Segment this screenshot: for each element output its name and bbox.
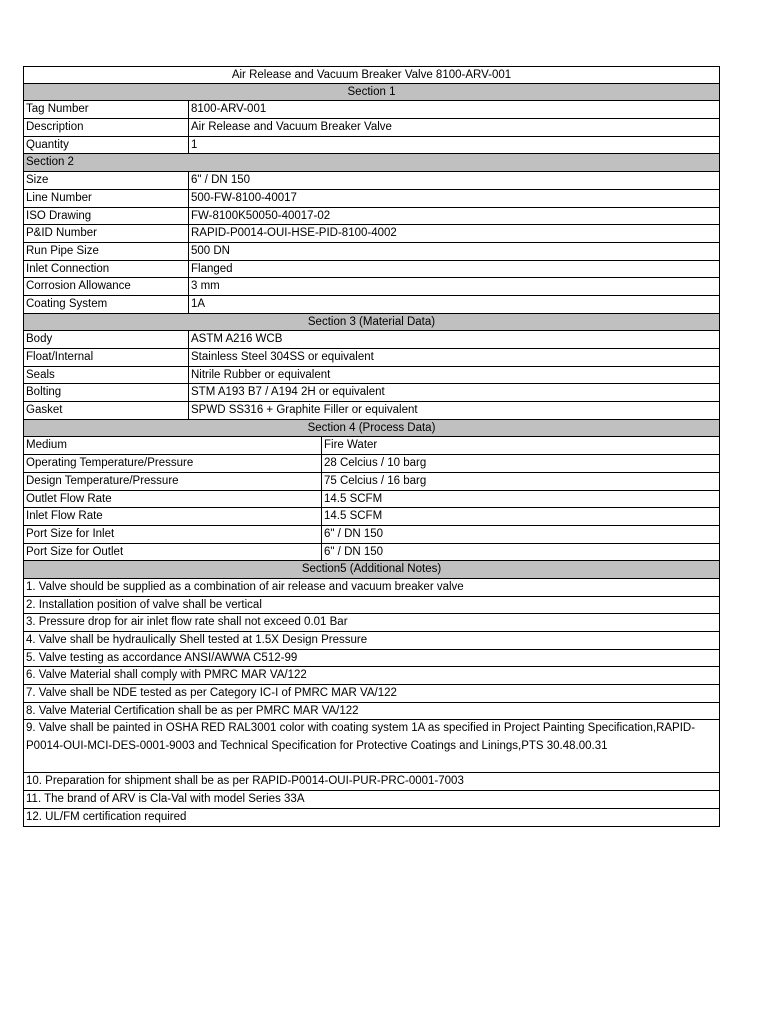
table-row <box>23 491 720 509</box>
table-row <box>23 208 720 226</box>
table-row <box>23 119 720 137</box>
note-text: 6. Valve Material shall comply with PMRC MAR VA/122 <box>26 669 307 682</box>
table-row <box>23 190 720 208</box>
section-2-heading: Section 2 <box>26 156 74 169</box>
note-text: 12. UL/FM certification required <box>26 810 187 823</box>
row-label: Line Number <box>24 190 189 207</box>
note-row <box>23 809 720 827</box>
table-row <box>23 225 720 243</box>
table-row <box>23 278 720 296</box>
row-value: 500-FW-8100-40017 <box>191 191 297 204</box>
table-row <box>23 101 720 119</box>
row-value: Nitrile Rubber or equivalent <box>191 368 331 381</box>
section-5-header <box>23 561 720 579</box>
note-text: 10. Preparation for shipment shall be as per RAPID-P0014-OUI-PUR-PRC-0001-7003 <box>26 775 464 788</box>
note-text: 3. Pressure drop for air inlet flow rate shall not exceed 0.01 Bar <box>26 616 348 629</box>
note-row <box>23 685 720 703</box>
row-label: Gasket <box>24 402 189 419</box>
row-value: 14.5 SCFM <box>324 510 383 523</box>
table-row <box>23 384 720 402</box>
note-row <box>23 720 720 773</box>
table-row <box>23 526 720 544</box>
row-value: 28 Celcius / 10 barg <box>324 457 427 470</box>
row-label: Tag Number <box>24 101 189 118</box>
table-row <box>23 473 720 491</box>
row-label: Port Size for Outlet <box>24 544 322 561</box>
section-3-heading: Section 3 (Material Data) <box>307 315 436 328</box>
table-row <box>23 367 720 385</box>
note-row <box>23 614 720 632</box>
row-label: Size <box>24 172 189 189</box>
note-row <box>23 667 720 685</box>
row-value: 1A <box>191 297 206 310</box>
row-label: Description <box>24 119 189 136</box>
note-row <box>23 579 720 597</box>
row-label: Design Temperature/Pressure <box>24 473 322 490</box>
note-row <box>23 791 720 809</box>
note-text: 4. Valve shall be hydraulically Shell tested at 1.5X Design Pressure <box>26 634 368 646</box>
row-value: 8100-ARV-001 <box>191 103 267 116</box>
row-value: 3 mm <box>191 280 220 293</box>
table-row <box>23 402 720 420</box>
row-value: 14.5 SCFM <box>324 492 383 505</box>
note-row <box>23 597 720 615</box>
table-row <box>23 172 720 190</box>
row-value: ASTM A216 WCB <box>191 333 283 346</box>
row-value: Air Release and Vacuum Breaker Valve <box>191 121 392 134</box>
section-1-header <box>23 84 720 102</box>
row-label: Inlet Connection <box>24 261 189 278</box>
row-value: 6" / DN 150 <box>191 174 251 187</box>
row-label: Quantity <box>24 137 189 154</box>
table-row <box>23 544 720 562</box>
row-label: Inlet Flow Rate <box>24 508 322 525</box>
row-label: Body <box>24 331 189 348</box>
table-row <box>23 455 720 473</box>
section-4-heading: Section 4 (Process Data) <box>307 421 436 434</box>
row-label: Medium <box>24 437 322 454</box>
note-text: 8. Valve Material Certification shall be as per PMRC MAR VA/122 <box>26 704 359 717</box>
row-value: Fire Water <box>324 439 378 452</box>
row-label: ISO Drawing <box>24 208 189 225</box>
note-row <box>23 703 720 721</box>
row-label: Seals <box>24 367 189 384</box>
row-value: 75 Celcius / 16 barg <box>324 474 427 487</box>
row-label: Operating Temperature/Pressure <box>24 455 322 472</box>
row-label: P&ID Number <box>24 225 189 242</box>
table-row <box>23 137 720 155</box>
row-value: Stainless Steel 304SS or equivalent <box>191 351 374 363</box>
table-row <box>23 243 720 261</box>
title-row <box>23 66 720 84</box>
section-3-header <box>23 314 720 332</box>
row-value: STM A193 B7 / A194 2H or equivalent <box>191 386 385 399</box>
row-value: 6" / DN 150 <box>324 545 384 558</box>
section-5-heading: Section5 (Additional Notes) <box>301 563 442 576</box>
row-label: Coating System <box>24 296 189 313</box>
note-text: 9. Valve shall be painted in OSHA RED RAL3001 color with coating system 1A as specified in Project Painting Specification,RAPID-P0014-OUI-MCI-DES-0001-9003 and Technical Specification for Protective Coatings and Linings,PTS 30.48.00.31 <box>26 722 696 752</box>
row-value: Flanged <box>191 262 233 275</box>
note-row <box>23 650 720 668</box>
note-row <box>23 632 720 650</box>
row-label: Float/Internal <box>24 349 189 366</box>
row-value: RAPID-P0014-OUI-HSE-PID-8100-4002 <box>191 227 397 240</box>
table-row <box>23 261 720 279</box>
note-row <box>23 773 720 791</box>
row-label: Run Pipe Size <box>24 243 189 260</box>
note-text: 1. Valve should be supplied as a combination of air release and vacuum breaker valve <box>26 580 464 593</box>
table-row <box>23 349 720 367</box>
datasheet-title: Air Release and Vacuum Breaker Valve 8100-ARV-001 <box>231 69 512 81</box>
section-1-heading: Section 1 <box>347 85 396 98</box>
row-value: FW-8100K50050-40017-02 <box>191 209 331 222</box>
note-text: 7. Valve shall be NDE tested as per Category IC-I of PMRC MAR VA/122 <box>26 687 397 700</box>
row-value: 500 DN <box>191 244 230 257</box>
row-label: Port Size for Inlet <box>24 526 322 543</box>
note-text: 5. Valve testing as accordance ANSI/AWWA C512-99 <box>26 651 298 664</box>
table-row <box>23 331 720 349</box>
row-label: Corrosion Allowance <box>24 278 189 295</box>
row-value: 6" / DN 150 <box>324 527 384 540</box>
row-value: SPWD SS316 + Graphite Filler or equivalent <box>191 404 418 417</box>
row-label: Bolting <box>24 384 189 401</box>
section-2-header <box>23 154 720 172</box>
row-value: 1 <box>191 138 198 151</box>
note-text: 2. Installation position of valve shall be vertical <box>26 598 262 611</box>
valve-datasheet-table <box>23 66 720 827</box>
table-row <box>23 508 720 526</box>
row-label: Outlet Flow Rate <box>24 491 322 508</box>
table-row <box>23 437 720 455</box>
table-row <box>23 296 720 314</box>
section-4-header <box>23 420 720 438</box>
note-text: 11. The brand of ARV is Cla-Val with model Series 33A <box>26 793 305 806</box>
